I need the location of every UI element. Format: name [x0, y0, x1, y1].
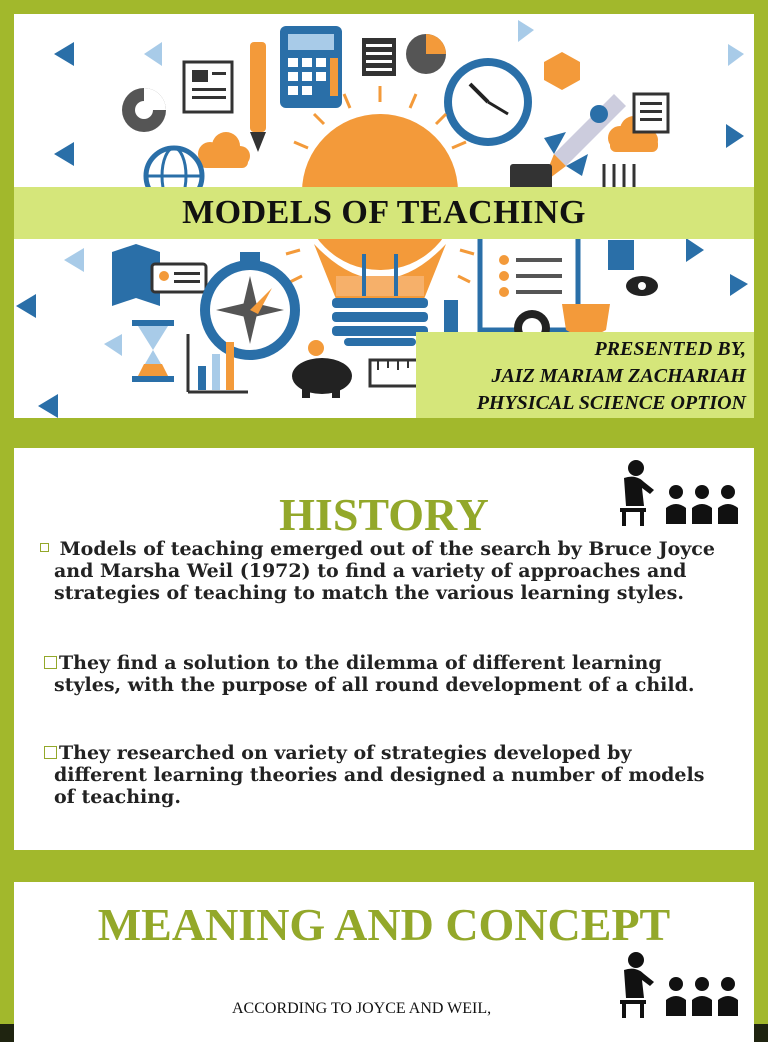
history-bullets [40, 538, 750, 808]
id-card-icon [152, 264, 206, 292]
presenter-box [416, 332, 754, 418]
presenter-name: JAIZ MARIAM ZACHARIAH [491, 365, 746, 387]
meaning-subtext: ACCORDING TO JOYCE AND WEIL, [232, 1000, 492, 1017]
bullet-square-icon [44, 746, 57, 759]
ruler-icon [370, 360, 418, 386]
teacher-students-icon [614, 458, 746, 528]
bullet-line: of teaching. [54, 786, 181, 808]
triangle-icon [726, 124, 744, 148]
pen-icon [250, 42, 266, 152]
bullet-item [40, 742, 750, 808]
meaning-heading: MEANING AND CONCEPT [97, 899, 671, 950]
triangle-icon [730, 274, 748, 296]
teacher-students-icon [614, 950, 746, 1020]
history-slide [0, 432, 768, 868]
title-slide [0, 0, 768, 432]
slide-title: MODELS OF TEACHING [182, 194, 586, 231]
bullet-item [40, 538, 750, 604]
triangle-icon [144, 42, 162, 66]
triangle-icon [54, 42, 74, 66]
bullet-line: and Marsha Weil (1972) to find a variety of approaches and [54, 560, 687, 582]
presenter-option: PHYSICAL SCIENCE OPTION [476, 392, 746, 414]
bullet-square-icon [44, 656, 57, 669]
eye-icon [626, 276, 658, 296]
bullet-item [40, 652, 750, 696]
pencil-icon [444, 300, 458, 336]
title-band [14, 187, 754, 239]
clock-icon [444, 58, 532, 146]
triangle-icon [38, 394, 58, 418]
bullet-line [40, 652, 750, 674]
triangle-icon [728, 44, 744, 66]
triangle-icon [16, 294, 36, 318]
bullet-line: strategies of teaching to match the various learning styles. [54, 582, 684, 604]
bullet-text: They researched on variety of strategies developed by [59, 742, 632, 764]
bullet-text: They find a solution to the dilemma of different learning [59, 652, 662, 674]
hourglass-icon [132, 320, 174, 382]
presenter-line: PRESENTED BY, [594, 338, 746, 360]
triangle-icon [686, 238, 704, 262]
meaning-slide-canvas [14, 882, 754, 1042]
bullet-line: different learning theories and designed a number of models [54, 764, 705, 786]
hexagon-icon [544, 52, 580, 90]
triangle-icon [518, 20, 534, 42]
newspaper-icon [184, 62, 232, 112]
bullet-line [40, 742, 750, 764]
triangle-icon [64, 248, 84, 272]
triangle-icon [54, 142, 74, 166]
history-heading: HISTORY [279, 489, 489, 540]
piggy-bank-icon [292, 340, 352, 398]
document-icon [634, 94, 668, 132]
triangle-icon [104, 334, 122, 356]
meaning-slide [0, 868, 768, 1024]
spreadsheet-icon [362, 38, 396, 76]
bullet-line [40, 538, 750, 560]
bullet-line: styles, with the purpose of all round development of a child. [54, 674, 695, 696]
history-slide-canvas [14, 448, 754, 850]
bullet-square-icon [40, 543, 49, 552]
compass-icon [200, 252, 300, 360]
cloud-icon [198, 132, 250, 168]
book-icon [608, 240, 634, 270]
bullet-text: Models of teaching emerged out of the search by Bruce Joyce [59, 538, 715, 560]
pie-chart-small-icon [406, 34, 446, 74]
calculator-icon [280, 26, 342, 108]
pie-chart-icon [122, 88, 166, 132]
title-slide-canvas [14, 14, 754, 418]
